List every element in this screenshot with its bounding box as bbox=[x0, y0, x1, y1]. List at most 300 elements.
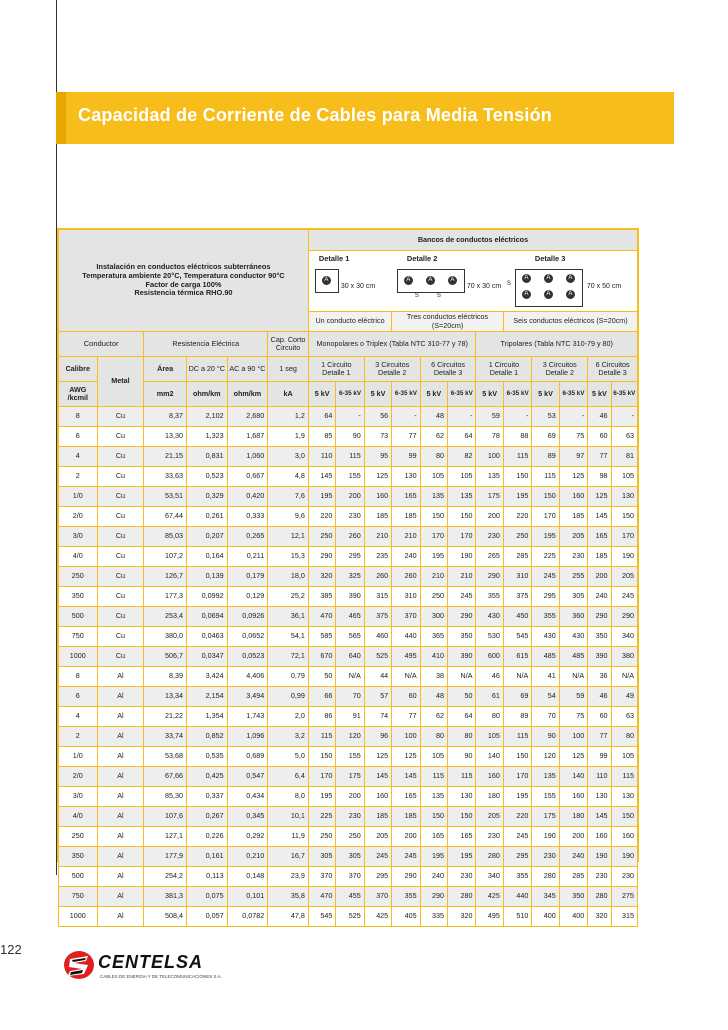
table-cell: 85,30 bbox=[144, 787, 187, 807]
table-cell: Cu bbox=[97, 627, 144, 647]
table-cell: 155 bbox=[336, 747, 364, 767]
table-cell: 375 bbox=[503, 587, 531, 607]
table-cell: 495 bbox=[476, 907, 503, 927]
table-cell: 245 bbox=[503, 827, 531, 847]
table-cell: 89 bbox=[532, 447, 559, 467]
table-cell: 530 bbox=[476, 627, 503, 647]
table-cell: 0,0347 bbox=[186, 647, 227, 667]
table-cell: 150 bbox=[611, 507, 637, 527]
monopolares-header: Monopolares o Triplex (Tabla NTC 310-77 y 78) bbox=[308, 332, 476, 357]
table-row bbox=[59, 547, 638, 567]
table-cell: 1,096 bbox=[227, 727, 268, 747]
table-cell: - bbox=[611, 407, 637, 427]
cap-corto-header: Cap. Corto Circuito bbox=[268, 332, 309, 357]
table-row bbox=[59, 487, 638, 507]
table-cell: 150 bbox=[420, 807, 447, 827]
table-cell: 485 bbox=[532, 647, 559, 667]
table-cell: 380,0 bbox=[144, 627, 187, 647]
table-cell: Al bbox=[97, 787, 144, 807]
table-cell: 370 bbox=[364, 887, 391, 907]
table-cell: 295 bbox=[532, 587, 559, 607]
table-cell: 175 bbox=[336, 767, 364, 787]
table-cell: 200 bbox=[336, 787, 364, 807]
table-cell: 205 bbox=[364, 827, 391, 847]
cable-icon: A bbox=[566, 290, 575, 299]
table-cell: 165 bbox=[392, 487, 420, 507]
table-cell: 1,354 bbox=[186, 707, 227, 727]
table-cell: 195 bbox=[308, 487, 335, 507]
table-cell: 1/0 bbox=[59, 487, 98, 507]
table-cell: 90 bbox=[532, 727, 559, 747]
table-row bbox=[59, 847, 638, 867]
table-cell: 80 bbox=[611, 727, 637, 747]
table-cell: - bbox=[559, 407, 587, 427]
table-cell: 18,0 bbox=[268, 567, 309, 587]
table-cell: 127,1 bbox=[144, 827, 187, 847]
table-cell: 1000 bbox=[59, 647, 98, 667]
table-cell: 340 bbox=[476, 867, 503, 887]
table-cell: 350 bbox=[59, 847, 98, 867]
table-cell: 230 bbox=[476, 827, 503, 847]
table-cell: 410 bbox=[420, 647, 447, 667]
table-cell: 205 bbox=[611, 567, 637, 587]
table-cell: 8,0 bbox=[268, 787, 309, 807]
table-cell: 525 bbox=[336, 907, 364, 927]
table-row bbox=[59, 887, 638, 907]
table-cell: 4/0 bbox=[59, 547, 98, 567]
table-cell: 425 bbox=[476, 887, 503, 907]
calibre-header: Calibre bbox=[59, 357, 98, 382]
table-cell: 0,179 bbox=[227, 567, 268, 587]
table-cell: 7,6 bbox=[268, 487, 309, 507]
table-cell: 210 bbox=[364, 527, 391, 547]
table-cell: 470 bbox=[308, 887, 335, 907]
table-cell: 0,161 bbox=[186, 847, 227, 867]
table-cell: 74 bbox=[364, 707, 391, 727]
table-cell: 245 bbox=[364, 847, 391, 867]
table-cell: 195 bbox=[532, 527, 559, 547]
table-cell: 13,34 bbox=[144, 687, 187, 707]
table-cell: 485 bbox=[559, 647, 587, 667]
table-cell: 150 bbox=[420, 507, 447, 527]
table-cell: 210 bbox=[420, 567, 447, 587]
table-cell: 320 bbox=[308, 567, 335, 587]
detail2-label: Detalle 2 bbox=[406, 254, 438, 263]
table-cell: 245 bbox=[392, 847, 420, 867]
table-cell: 8 bbox=[59, 667, 98, 687]
table-cell: 185 bbox=[392, 507, 420, 527]
ac-header: AC a 90 °C bbox=[227, 357, 268, 382]
table-cell: 10,1 bbox=[268, 807, 309, 827]
table-cell: 59 bbox=[559, 687, 587, 707]
kv635-header: 6-35 kV bbox=[503, 382, 531, 407]
table-cell: 115 bbox=[336, 447, 364, 467]
table-cell: 180 bbox=[476, 787, 503, 807]
table-cell: 0,207 bbox=[186, 527, 227, 547]
table-cell: 67,66 bbox=[144, 767, 187, 787]
table-cell: 0,0652 bbox=[227, 627, 268, 647]
table-cell: 62 bbox=[420, 707, 447, 727]
table-cell: 4 bbox=[59, 447, 98, 467]
table-cell: 200 bbox=[588, 567, 611, 587]
table-cell: 63 bbox=[611, 427, 637, 447]
table-cell: 250 bbox=[336, 827, 364, 847]
table-cell: Cu bbox=[97, 527, 144, 547]
table-cell: 300 bbox=[420, 607, 447, 627]
table-cell: 320 bbox=[448, 907, 476, 927]
table-cell: 310 bbox=[503, 567, 531, 587]
table-cell: 0,261 bbox=[186, 507, 227, 527]
brand-name: CENTELSA bbox=[98, 952, 204, 972]
ampacity-table bbox=[58, 229, 638, 927]
table-cell: 400 bbox=[559, 907, 587, 927]
table-cell: 380 bbox=[611, 647, 637, 667]
table-cell: 60 bbox=[588, 427, 611, 447]
cable-icon: A bbox=[522, 290, 531, 299]
conductor-header: Conductor bbox=[59, 332, 144, 357]
table-cell: 245 bbox=[448, 587, 476, 607]
table-cell: 75 bbox=[559, 707, 587, 727]
table-cell: 405 bbox=[392, 907, 420, 927]
table-cell: 1,687 bbox=[227, 427, 268, 447]
table-row bbox=[59, 647, 638, 667]
table-cell: 89 bbox=[503, 707, 531, 727]
table-cell: 280 bbox=[532, 867, 559, 887]
table-cell: 63 bbox=[611, 707, 637, 727]
table-cell: 0,333 bbox=[227, 507, 268, 527]
table-cell: 230 bbox=[611, 867, 637, 887]
table-cell: 41 bbox=[532, 667, 559, 687]
table-cell: 0,425 bbox=[186, 767, 227, 787]
table-cell: 185 bbox=[559, 507, 587, 527]
table-cell: 195 bbox=[503, 787, 531, 807]
table-cell: 254,2 bbox=[144, 867, 187, 887]
table-cell: 335 bbox=[420, 907, 447, 927]
table-cell: 295 bbox=[503, 847, 531, 867]
table-cell: 115 bbox=[503, 727, 531, 747]
kv5-header: 5 kV bbox=[308, 382, 335, 407]
table-cell: 160 bbox=[364, 787, 391, 807]
table-cell: 150 bbox=[448, 807, 476, 827]
table-cell: 77 bbox=[392, 707, 420, 727]
table-cell: 62 bbox=[420, 427, 447, 447]
table-cell: 381,3 bbox=[144, 887, 187, 907]
table-cell: 250 bbox=[308, 527, 335, 547]
table-cell: 370 bbox=[336, 867, 364, 887]
table-cell: 295 bbox=[336, 547, 364, 567]
table-row bbox=[59, 827, 638, 847]
table-cell: 2,154 bbox=[186, 687, 227, 707]
table-cell: 260 bbox=[364, 567, 391, 587]
condition-line: Instalación en conductos eléctricos subterráneos bbox=[96, 262, 271, 272]
table-cell: 115 bbox=[532, 467, 559, 487]
table-cell: 200 bbox=[392, 827, 420, 847]
table-cell: 230 bbox=[476, 527, 503, 547]
s-mark: S bbox=[436, 293, 441, 299]
table-cell: 0,434 bbox=[227, 787, 268, 807]
table-cell: 54,1 bbox=[268, 627, 309, 647]
table-cell: Cu bbox=[97, 467, 144, 487]
table-cell: 225 bbox=[308, 807, 335, 827]
resistencia-header: Resistencia Eléctrica bbox=[144, 332, 268, 357]
table-cell: 285 bbox=[503, 547, 531, 567]
table-cell: 145 bbox=[588, 507, 611, 527]
table-cell: 105 bbox=[420, 467, 447, 487]
table-cell: 500 bbox=[59, 867, 98, 887]
table-cell: 140 bbox=[476, 747, 503, 767]
table-cell: 99 bbox=[588, 747, 611, 767]
table-cell: 0,129 bbox=[227, 587, 268, 607]
table-cell: 220 bbox=[308, 507, 335, 527]
table-cell: 165 bbox=[588, 527, 611, 547]
table-cell: 290 bbox=[448, 607, 476, 627]
table-cell: 21,22 bbox=[144, 707, 187, 727]
table-row bbox=[59, 707, 638, 727]
brand-tagline: CABLES DE ENERGIA Y DE TELECOMUNICACIONES S.A. bbox=[100, 974, 223, 979]
table-cell: 275 bbox=[611, 887, 637, 907]
table-cell: 72,1 bbox=[268, 647, 309, 667]
table-cell: 390 bbox=[588, 647, 611, 667]
table-cell: 0,329 bbox=[186, 487, 227, 507]
table-cell: 280 bbox=[588, 887, 611, 907]
area-header: Área bbox=[144, 357, 187, 382]
table-cell: 2/0 bbox=[59, 767, 98, 787]
table-cell: 0,79 bbox=[268, 667, 309, 687]
table-cell: 160 bbox=[611, 827, 637, 847]
table-cell: 160 bbox=[476, 767, 503, 787]
table-cell: 200 bbox=[476, 507, 503, 527]
table-cell: 545 bbox=[308, 907, 335, 927]
table-cell: 200 bbox=[336, 487, 364, 507]
table-cell: Al bbox=[97, 747, 144, 767]
table-cell: 75 bbox=[559, 427, 587, 447]
title-banner bbox=[56, 92, 674, 144]
table-cell: 0,0463 bbox=[186, 627, 227, 647]
table-cell: 290 bbox=[392, 867, 420, 887]
table-cell: 9,6 bbox=[268, 507, 309, 527]
table-cell: 53,68 bbox=[144, 747, 187, 767]
table-cell: 2,102 bbox=[186, 407, 227, 427]
table-cell: 73 bbox=[364, 427, 391, 447]
table-cell: 105 bbox=[420, 747, 447, 767]
table-cell: 90 bbox=[448, 747, 476, 767]
table-cell: 8,39 bbox=[144, 667, 187, 687]
table-cell: 1,743 bbox=[227, 707, 268, 727]
table-cell: 360 bbox=[559, 607, 587, 627]
kv635-header: 6-35 kV bbox=[559, 382, 587, 407]
table-cell: 190 bbox=[588, 847, 611, 867]
table-cell: 155 bbox=[532, 787, 559, 807]
table-row bbox=[59, 507, 638, 527]
table-cell: 230 bbox=[588, 867, 611, 887]
table-cell: 245 bbox=[611, 587, 637, 607]
table-cell: 95 bbox=[364, 447, 391, 467]
table-cell: 120 bbox=[336, 727, 364, 747]
table-cell: 77 bbox=[392, 427, 420, 447]
table-cell: 195 bbox=[503, 487, 531, 507]
table-cell: 185 bbox=[364, 507, 391, 527]
table-row bbox=[59, 627, 638, 647]
table-cell: 315 bbox=[364, 587, 391, 607]
table-cell: 0,0926 bbox=[227, 607, 268, 627]
table-cell: 305 bbox=[308, 847, 335, 867]
table-cell: 230 bbox=[336, 507, 364, 527]
table-cell: 340 bbox=[611, 627, 637, 647]
table-cell: 370 bbox=[308, 867, 335, 887]
table-cell: 250 bbox=[59, 567, 98, 587]
table-cell: 600 bbox=[476, 647, 503, 667]
table-cell: 6,4 bbox=[268, 767, 309, 787]
detail3-label: Detalle 3 bbox=[534, 254, 566, 263]
table-cell: 12,1 bbox=[268, 527, 309, 547]
table-cell: 350 bbox=[448, 627, 476, 647]
table-cell: 250 bbox=[59, 827, 98, 847]
table-cell: 2 bbox=[59, 727, 98, 747]
table-cell: 465 bbox=[336, 607, 364, 627]
table-cell: 350 bbox=[559, 887, 587, 907]
table-cell: 125 bbox=[588, 487, 611, 507]
table-cell: 53 bbox=[532, 407, 559, 427]
table-cell: 110 bbox=[588, 767, 611, 787]
table-cell: Cu bbox=[97, 567, 144, 587]
table-cell: 230 bbox=[532, 847, 559, 867]
table-cell: 495 bbox=[392, 647, 420, 667]
dc-header: DC a 20 °C bbox=[186, 357, 227, 382]
table-cell: 325 bbox=[336, 567, 364, 587]
table-cell: 135 bbox=[420, 487, 447, 507]
table-cell: 100 bbox=[559, 727, 587, 747]
kv5-header: 5 kV bbox=[420, 382, 447, 407]
tripolares-header: Tripolares (Tabla NTC 310-79 y 80) bbox=[476, 332, 638, 357]
table-cell: Cu bbox=[97, 607, 144, 627]
table-cell: 205 bbox=[559, 527, 587, 547]
table-cell: 440 bbox=[392, 627, 420, 647]
table-cell: 91 bbox=[336, 707, 364, 727]
table-cell: 0,831 bbox=[186, 447, 227, 467]
table-cell: 67,44 bbox=[144, 507, 187, 527]
cable-icon: A bbox=[544, 274, 553, 283]
table-cell: 38 bbox=[420, 667, 447, 687]
table-cell: 0,420 bbox=[227, 487, 268, 507]
table-cell: 510 bbox=[503, 907, 531, 927]
table-cell: 470 bbox=[308, 607, 335, 627]
table-row bbox=[59, 867, 638, 887]
table-cell: 177,3 bbox=[144, 587, 187, 607]
table-cell: 86 bbox=[308, 707, 335, 727]
detail3-dim: 70 x 50 cm bbox=[586, 283, 622, 290]
table-cell: 125 bbox=[364, 747, 391, 767]
installation-conditions bbox=[59, 230, 309, 332]
table-cell: 0,148 bbox=[227, 867, 268, 887]
kv635-header: 6-35 kV bbox=[336, 382, 364, 407]
s-mark: S bbox=[414, 293, 419, 299]
table-cell: 0,211 bbox=[227, 547, 268, 567]
cable-icon: A bbox=[566, 274, 575, 283]
table-cell: 120 bbox=[532, 747, 559, 767]
table-cell: 460 bbox=[364, 627, 391, 647]
table-cell: 50 bbox=[308, 667, 335, 687]
table-cell: 160 bbox=[559, 787, 587, 807]
table-cell: 240 bbox=[420, 867, 447, 887]
table-cell: 85,03 bbox=[144, 527, 187, 547]
table-cell: 48 bbox=[420, 407, 447, 427]
ka-header: kA bbox=[268, 382, 309, 407]
table-cell: 170 bbox=[448, 527, 476, 547]
group-header: 3 Circuitos Detalle 2 bbox=[532, 357, 588, 382]
table-cell: 150 bbox=[308, 747, 335, 767]
table-cell: 56 bbox=[364, 407, 391, 427]
table-cell: 4 bbox=[59, 707, 98, 727]
table-cell: 53,51 bbox=[144, 487, 187, 507]
table-cell: 54 bbox=[532, 687, 559, 707]
table-row bbox=[59, 667, 638, 687]
kv5-header: 5 kV bbox=[532, 382, 559, 407]
table-cell: 0,164 bbox=[186, 547, 227, 567]
table-cell: 1/0 bbox=[59, 747, 98, 767]
table-cell: 36 bbox=[588, 667, 611, 687]
table-cell: Al bbox=[97, 907, 144, 927]
table-cell: 64 bbox=[308, 407, 335, 427]
table-cell: 305 bbox=[336, 847, 364, 867]
table-row bbox=[59, 687, 638, 707]
table-cell: 126,7 bbox=[144, 567, 187, 587]
table-cell: 81 bbox=[611, 447, 637, 467]
table-cell: 170 bbox=[308, 767, 335, 787]
table-cell: Al bbox=[97, 727, 144, 747]
table-cell: 190 bbox=[611, 547, 637, 567]
table-row bbox=[59, 447, 638, 467]
table-cell: 3,0 bbox=[268, 447, 309, 467]
table-cell: 88 bbox=[503, 427, 531, 447]
table-cell: 135 bbox=[532, 767, 559, 787]
table-cell: 96 bbox=[364, 727, 391, 747]
table-cell: 0,0523 bbox=[227, 647, 268, 667]
table-cell: 60 bbox=[392, 687, 420, 707]
table-cell: Cu bbox=[97, 447, 144, 467]
table-cell: 310 bbox=[392, 587, 420, 607]
table-cell: 130 bbox=[611, 787, 637, 807]
condition-line: Temperatura ambiente 20°C, Temperatura conductor 90°C bbox=[82, 270, 285, 280]
table-cell: 0,0694 bbox=[186, 607, 227, 627]
table-cell: 4,406 bbox=[227, 667, 268, 687]
table-cell: 195 bbox=[420, 847, 447, 867]
table-cell: 0,852 bbox=[186, 727, 227, 747]
table-cell: 250 bbox=[503, 527, 531, 547]
table-cell: Al bbox=[97, 767, 144, 787]
table-cell: 49 bbox=[611, 687, 637, 707]
table-cell: 46 bbox=[476, 667, 503, 687]
table-row bbox=[59, 727, 638, 747]
detail2-caption: Tres conductos eléctricos (S=20cm) bbox=[392, 312, 504, 332]
table-cell: 250 bbox=[308, 827, 335, 847]
table-cell: 90 bbox=[336, 427, 364, 447]
table-cell: 290 bbox=[308, 547, 335, 567]
table-row bbox=[59, 407, 638, 427]
table-cell: 3,494 bbox=[227, 687, 268, 707]
table-cell: N/A bbox=[448, 667, 476, 687]
page-number: 122 bbox=[0, 942, 22, 957]
table-cell: 130 bbox=[611, 487, 637, 507]
table-cell: 0,226 bbox=[186, 827, 227, 847]
table-cell: 545 bbox=[503, 627, 531, 647]
table-cell: 0,689 bbox=[227, 747, 268, 767]
table-cell: 170 bbox=[420, 527, 447, 547]
table-cell: 64 bbox=[448, 707, 476, 727]
table-cell: 285 bbox=[559, 867, 587, 887]
table-cell: 230 bbox=[448, 867, 476, 887]
table-cell: 565 bbox=[336, 627, 364, 647]
table-cell: 640 bbox=[336, 647, 364, 667]
